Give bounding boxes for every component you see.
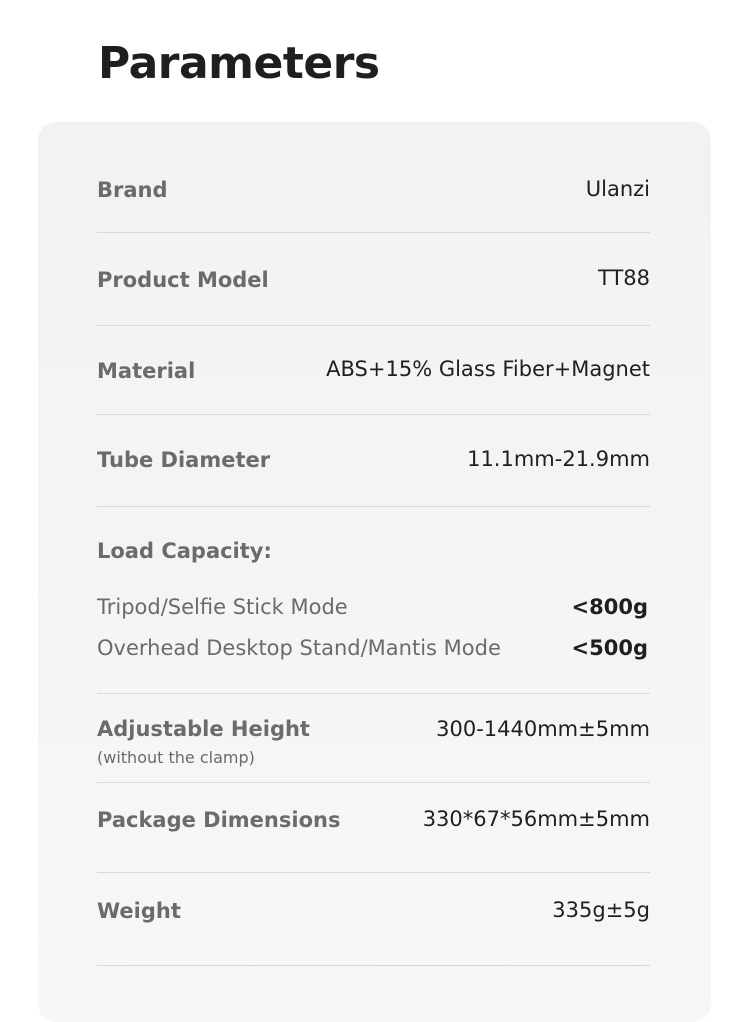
spec-value: 300-1440mm±5mm bbox=[436, 717, 650, 741]
spec-row-brand bbox=[97, 162, 650, 233]
page-title: Parameters bbox=[98, 38, 380, 89]
spec-value: 330*67*56mm±5mm bbox=[422, 807, 650, 831]
spec-value: 11.1mm-21.9mm bbox=[467, 447, 650, 471]
spec-label: Product Model bbox=[97, 268, 269, 292]
spec-row-model bbox=[97, 232, 650, 326]
spec-label: Material bbox=[97, 359, 196, 383]
spec-row-material bbox=[97, 325, 650, 415]
spec-row-load-capacity bbox=[97, 506, 650, 694]
spec-label: Tube Diameter bbox=[97, 448, 271, 472]
spec-label: Brand bbox=[97, 178, 168, 202]
spec-row-package-dimensions bbox=[97, 782, 650, 873]
spec-value: 335g±5g bbox=[552, 898, 650, 922]
spec-row-tube-diameter bbox=[97, 414, 650, 507]
spec-label: Package Dimensions bbox=[97, 808, 341, 832]
spec-value: ABS+15% Glass Fiber+Magnet bbox=[326, 357, 650, 381]
spec-note: (without the clamp) bbox=[97, 748, 255, 767]
spec-value: TT88 bbox=[597, 266, 650, 290]
spec-value: Ulanzi bbox=[585, 177, 650, 201]
load-mode-label: Tripod/Selfie Stick Mode bbox=[97, 595, 348, 619]
spec-label: Adjustable Height bbox=[97, 717, 310, 741]
spec-label: Load Capacity: bbox=[97, 539, 272, 563]
spec-label: Weight bbox=[97, 899, 181, 923]
load-mode-label: Overhead Desktop Stand/Mantis Mode bbox=[97, 636, 501, 660]
load-mode-value: <800g bbox=[571, 595, 648, 619]
spec-row-weight bbox=[97, 872, 650, 966]
parameters-card bbox=[38, 122, 711, 1022]
spec-row-adjustable-height bbox=[97, 693, 650, 783]
load-mode-value: <500g bbox=[571, 636, 648, 660]
